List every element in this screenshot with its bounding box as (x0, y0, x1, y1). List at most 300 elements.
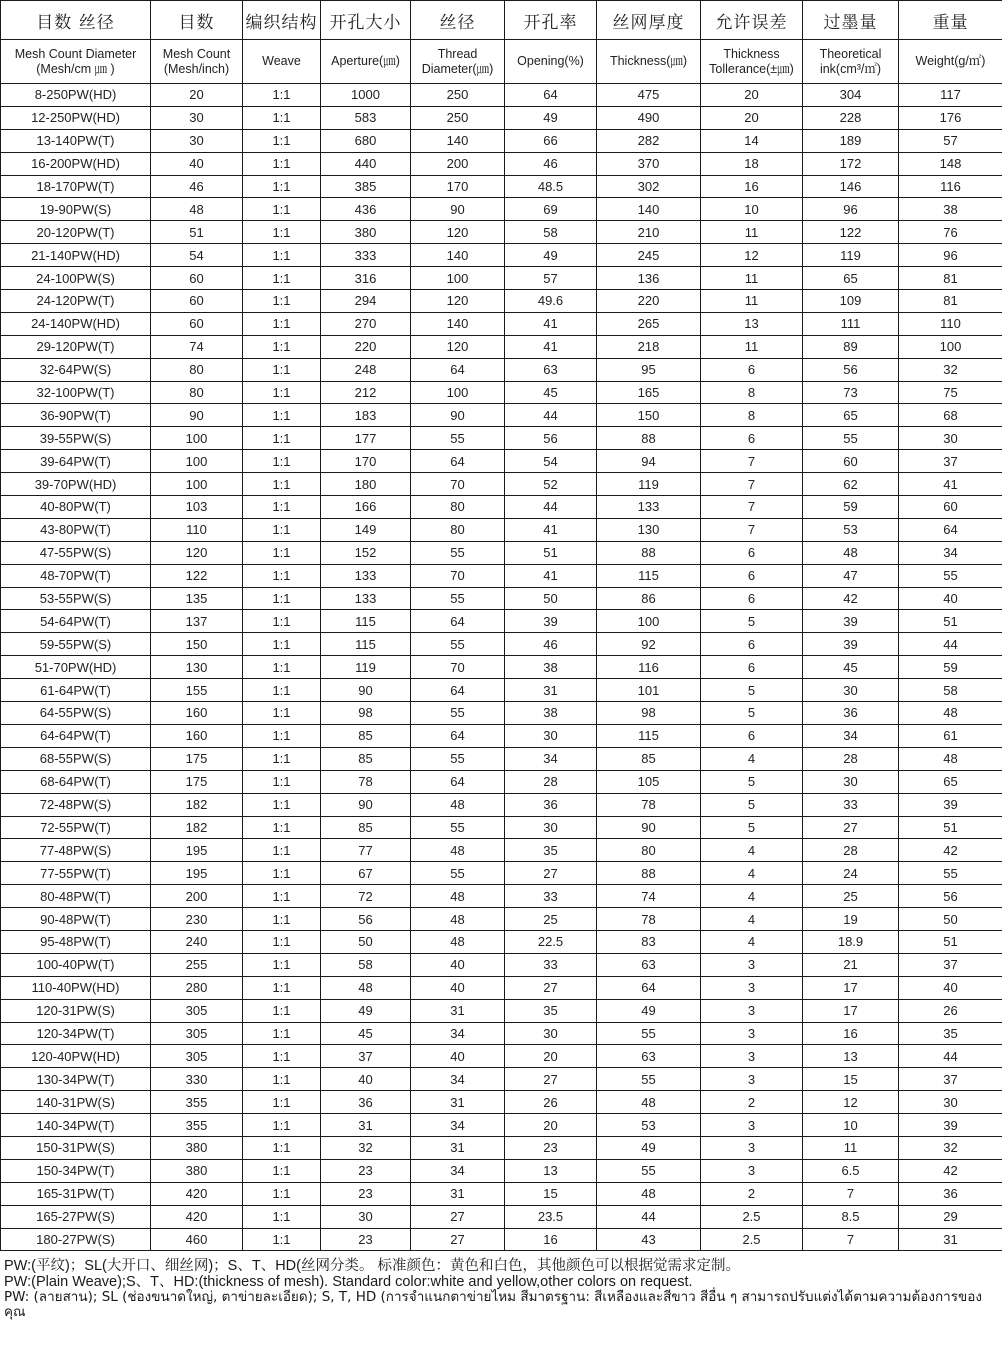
cell-aperture: 23 (321, 1182, 411, 1205)
cell-opening: 33 (505, 885, 597, 908)
cell-ink: 17 (803, 976, 899, 999)
cell-thread-diameter: 31 (411, 1091, 505, 1114)
cell-weave: 1:1 (243, 335, 321, 358)
cell-opening: 27 (505, 976, 597, 999)
cell-opening: 41 (505, 335, 597, 358)
cell-weight: 75 (899, 381, 1002, 404)
cell-weight: 32 (899, 358, 1002, 381)
cell-weave: 1:1 (243, 1045, 321, 1068)
header-en-weave: Weave (243, 40, 321, 84)
cell-mesh-diameter: 8-250PW(HD) (1, 84, 151, 107)
cell-mesh-diameter: 61-64PW(T) (1, 679, 151, 702)
table-row (1, 953, 1002, 976)
cell-weight: 40 (899, 976, 1002, 999)
cell-aperture: 294 (321, 290, 411, 313)
cell-opening: 31 (505, 679, 597, 702)
cell-weave: 1:1 (243, 953, 321, 976)
cell-ink: 122 (803, 221, 899, 244)
cell-mesh-diameter: 59-55PW(S) (1, 633, 151, 656)
cell-mesh-diameter: 51-70PW(HD) (1, 656, 151, 679)
cell-weave: 1:1 (243, 816, 321, 839)
cell-aperture: 133 (321, 587, 411, 610)
cell-thread-diameter: 34 (411, 1159, 505, 1182)
cell-tolerance: 4 (701, 885, 803, 908)
cell-tolerance: 11 (701, 335, 803, 358)
cell-opening: 27 (505, 862, 597, 885)
cell-aperture: 58 (321, 953, 411, 976)
cell-ink: 53 (803, 518, 899, 541)
cell-ink: 33 (803, 793, 899, 816)
cell-opening: 30 (505, 724, 597, 747)
cell-thickness: 115 (597, 724, 701, 747)
cell-opening: 52 (505, 473, 597, 496)
cell-mesh-diameter: 80-48PW(T) (1, 885, 151, 908)
cell-thickness: 49 (597, 999, 701, 1022)
cell-mesh-diameter: 130-34PW(T) (1, 1068, 151, 1091)
header-en-mesh-diameter: Mesh Count Diameter (Mesh/cm ㎛ ) (1, 40, 151, 84)
cell-weight: 44 (899, 1045, 1002, 1068)
cell-ink: 11 (803, 1136, 899, 1159)
cell-opening: 13 (505, 1159, 597, 1182)
cell-weave: 1:1 (243, 862, 321, 885)
cell-opening: 54 (505, 450, 597, 473)
cell-ink: 39 (803, 610, 899, 633)
cell-thickness: 140 (597, 198, 701, 221)
cell-opening: 38 (505, 656, 597, 679)
header-en-opening: Opening(%) (505, 40, 597, 84)
cell-tolerance: 6 (701, 656, 803, 679)
cell-aperture: 248 (321, 358, 411, 381)
table-row (1, 427, 1002, 450)
table-row (1, 885, 1002, 908)
cell-weight: 26 (899, 999, 1002, 1022)
cell-thickness: 282 (597, 129, 701, 152)
cell-mesh-count: 280 (151, 976, 243, 999)
footnote-thai: PW: (ลายสาน); SL (ช่องขนาดใหญ่, ตาข่ายละเอียด); S, T, HD (การจำแนกตาข่ายไหม สีมาตรฐาน: สีเหลืองและสีขาว สีอื่น ๆ สามารถปรับแต่งได้ตามความต้องการของคุณ (4, 1289, 982, 1320)
cell-mesh-diameter: 68-64PW(T) (1, 770, 151, 793)
cell-weave: 1:1 (243, 610, 321, 633)
cell-aperture: 115 (321, 610, 411, 633)
cell-aperture: 85 (321, 747, 411, 770)
cell-opening: 69 (505, 198, 597, 221)
cell-thickness: 100 (597, 610, 701, 633)
cell-mesh-count: 46 (151, 175, 243, 198)
cell-weave: 1:1 (243, 999, 321, 1022)
cell-weight: 29 (899, 1205, 1002, 1228)
cell-ink: 12 (803, 1091, 899, 1114)
cell-weave: 1:1 (243, 221, 321, 244)
cell-thickness: 210 (597, 221, 701, 244)
table-row (1, 793, 1002, 816)
table-row (1, 496, 1002, 519)
cell-tolerance: 16 (701, 175, 803, 198)
cell-tolerance: 4 (701, 862, 803, 885)
cell-thread-diameter: 40 (411, 953, 505, 976)
cell-thread-diameter: 90 (411, 404, 505, 427)
cell-thickness: 150 (597, 404, 701, 427)
cell-tolerance: 3 (701, 1114, 803, 1137)
cell-tolerance: 11 (701, 290, 803, 313)
cell-mesh-diameter: 72-48PW(S) (1, 793, 151, 816)
cell-aperture: 183 (321, 404, 411, 427)
cell-thread-diameter: 64 (411, 770, 505, 793)
cell-mesh-diameter: 32-100PW(T) (1, 381, 151, 404)
cell-mesh-count: 155 (151, 679, 243, 702)
cell-weight: 41 (899, 473, 1002, 496)
cell-thread-diameter: 64 (411, 610, 505, 633)
cell-opening: 51 (505, 541, 597, 564)
table-row (1, 1114, 1002, 1137)
cell-thread-diameter: 80 (411, 496, 505, 519)
cell-opening: 45 (505, 381, 597, 404)
cell-thickness: 95 (597, 358, 701, 381)
cell-opening: 41 (505, 518, 597, 541)
cell-mesh-count: 175 (151, 770, 243, 793)
cell-mesh-diameter: 120-40PW(HD) (1, 1045, 151, 1068)
cell-mesh-count: 120 (151, 541, 243, 564)
cell-weave: 1:1 (243, 908, 321, 931)
cell-mesh-diameter: 150-31PW(S) (1, 1136, 151, 1159)
cell-opening: 50 (505, 587, 597, 610)
table-row (1, 724, 1002, 747)
cell-mesh-diameter: 64-55PW(S) (1, 702, 151, 725)
cell-aperture: 436 (321, 198, 411, 221)
cell-weave: 1:1 (243, 1159, 321, 1182)
cell-aperture: 30 (321, 1205, 411, 1228)
cell-ink: 34 (803, 724, 899, 747)
cell-thickness: 136 (597, 267, 701, 290)
cell-weight: 81 (899, 290, 1002, 313)
cell-opening: 22.5 (505, 930, 597, 953)
cell-weight: 35 (899, 1022, 1002, 1045)
cell-mesh-diameter: 64-64PW(T) (1, 724, 151, 747)
cell-aperture: 45 (321, 1022, 411, 1045)
cell-weight: 42 (899, 1159, 1002, 1182)
cell-mesh-count: 122 (151, 564, 243, 587)
cell-opening: 41 (505, 564, 597, 587)
cell-ink: 65 (803, 404, 899, 427)
cell-tolerance: 3 (701, 953, 803, 976)
table-row (1, 1205, 1002, 1228)
cell-tolerance: 6 (701, 724, 803, 747)
cell-weight: 31 (899, 1228, 1002, 1251)
cell-ink: 25 (803, 885, 899, 908)
cell-mesh-count: 110 (151, 518, 243, 541)
cell-thickness: 165 (597, 381, 701, 404)
cell-weave: 1:1 (243, 1228, 321, 1251)
table-row (1, 702, 1002, 725)
cell-thickness: 88 (597, 541, 701, 564)
cell-opening: 63 (505, 358, 597, 381)
cell-mesh-count: 90 (151, 404, 243, 427)
header-en-ink: Theoretical ink(cm³/㎡) (803, 40, 899, 84)
cell-thread-diameter: 70 (411, 656, 505, 679)
cell-thread-diameter: 55 (411, 541, 505, 564)
cell-weight: 65 (899, 770, 1002, 793)
cell-tolerance: 3 (701, 1045, 803, 1068)
cell-ink: 39 (803, 633, 899, 656)
table-row (1, 518, 1002, 541)
cell-mesh-count: 30 (151, 106, 243, 129)
cell-tolerance: 11 (701, 221, 803, 244)
header-cn-tolerance: 允许误差 (701, 1, 803, 40)
table-row (1, 1045, 1002, 1068)
cell-thread-diameter: 90 (411, 198, 505, 221)
cell-thickness: 302 (597, 175, 701, 198)
cell-aperture: 270 (321, 312, 411, 335)
cell-mesh-diameter: 68-55PW(S) (1, 747, 151, 770)
table-row (1, 1182, 1002, 1205)
cell-aperture: 48 (321, 976, 411, 999)
cell-thread-diameter: 55 (411, 816, 505, 839)
cell-tolerance: 3 (701, 999, 803, 1022)
cell-aperture: 36 (321, 1091, 411, 1114)
cell-weight: 42 (899, 839, 1002, 862)
cell-mesh-diameter: 36-90PW(T) (1, 404, 151, 427)
cell-aperture: 380 (321, 221, 411, 244)
cell-weight: 117 (899, 84, 1002, 107)
cell-tolerance: 4 (701, 839, 803, 862)
table-row (1, 1136, 1002, 1159)
cell-weave: 1:1 (243, 770, 321, 793)
cell-aperture: 37 (321, 1045, 411, 1068)
cell-thread-diameter: 140 (411, 129, 505, 152)
cell-mesh-diameter: 29-120PW(T) (1, 335, 151, 358)
cell-tolerance: 5 (701, 610, 803, 633)
cell-mesh-diameter: 140-31PW(S) (1, 1091, 151, 1114)
cell-weave: 1:1 (243, 267, 321, 290)
cell-ink: 73 (803, 381, 899, 404)
cell-tolerance: 6 (701, 427, 803, 450)
table-body (1, 84, 1002, 1251)
cell-opening: 23 (505, 1136, 597, 1159)
cell-ink: 228 (803, 106, 899, 129)
cell-mesh-diameter: 19-90PW(S) (1, 198, 151, 221)
header-row-english (1, 40, 1002, 84)
table-row (1, 839, 1002, 862)
cell-ink: 62 (803, 473, 899, 496)
cell-mesh-diameter: 13-140PW(T) (1, 129, 151, 152)
cell-weight: 96 (899, 244, 1002, 267)
cell-tolerance: 6 (701, 541, 803, 564)
cell-opening: 41 (505, 312, 597, 335)
cell-weight: 58 (899, 679, 1002, 702)
cell-ink: 172 (803, 152, 899, 175)
cell-aperture: 50 (321, 930, 411, 953)
cell-mesh-count: 240 (151, 930, 243, 953)
cell-weight: 32 (899, 1136, 1002, 1159)
cell-ink: 28 (803, 747, 899, 770)
table-row (1, 312, 1002, 335)
cell-mesh-diameter: 16-200PW(HD) (1, 152, 151, 175)
cell-mesh-count: 182 (151, 816, 243, 839)
cell-ink: 42 (803, 587, 899, 610)
table-row (1, 1022, 1002, 1045)
cell-weight: 110 (899, 312, 1002, 335)
cell-weave: 1:1 (243, 976, 321, 999)
cell-thickness: 90 (597, 816, 701, 839)
cell-thickness: 44 (597, 1205, 701, 1228)
cell-mesh-count: 60 (151, 312, 243, 335)
cell-tolerance: 10 (701, 198, 803, 221)
table-row (1, 633, 1002, 656)
cell-weave: 1:1 (243, 106, 321, 129)
cell-ink: 30 (803, 679, 899, 702)
cell-ink: 27 (803, 816, 899, 839)
cell-tolerance: 6 (701, 587, 803, 610)
cell-aperture: 77 (321, 839, 411, 862)
cell-aperture: 152 (321, 541, 411, 564)
cell-thickness: 74 (597, 885, 701, 908)
cell-weight: 38 (899, 198, 1002, 221)
cell-mesh-diameter: 39-55PW(S) (1, 427, 151, 450)
cell-opening: 44 (505, 496, 597, 519)
cell-weight: 30 (899, 427, 1002, 450)
cell-tolerance: 6 (701, 633, 803, 656)
cell-tolerance: 7 (701, 450, 803, 473)
cell-weight: 51 (899, 610, 1002, 633)
cell-tolerance: 3 (701, 1159, 803, 1182)
cell-weight: 76 (899, 221, 1002, 244)
cell-weave: 1:1 (243, 541, 321, 564)
cell-weight: 48 (899, 702, 1002, 725)
cell-tolerance: 7 (701, 496, 803, 519)
cell-opening: 49 (505, 244, 597, 267)
cell-aperture: 133 (321, 564, 411, 587)
cell-weight: 81 (899, 267, 1002, 290)
cell-tolerance: 2 (701, 1182, 803, 1205)
cell-mesh-count: 420 (151, 1182, 243, 1205)
cell-thread-diameter: 120 (411, 221, 505, 244)
cell-mesh-count: 200 (151, 885, 243, 908)
cell-thread-diameter: 80 (411, 518, 505, 541)
cell-ink: 96 (803, 198, 899, 221)
cell-thickness: 55 (597, 1022, 701, 1045)
cell-mesh-diameter: 90-48PW(T) (1, 908, 151, 931)
cell-weight: 55 (899, 564, 1002, 587)
cell-aperture: 72 (321, 885, 411, 908)
table-row (1, 587, 1002, 610)
cell-tolerance: 2.5 (701, 1205, 803, 1228)
cell-mesh-diameter: 120-34PW(T) (1, 1022, 151, 1045)
cell-mesh-diameter: 110-40PW(HD) (1, 976, 151, 999)
cell-opening: 35 (505, 839, 597, 862)
cell-tolerance: 13 (701, 312, 803, 335)
cell-mesh-diameter: 40-80PW(T) (1, 496, 151, 519)
cell-ink: 55 (803, 427, 899, 450)
header-cn-aperture: 开孔大小 (321, 1, 411, 40)
cell-mesh-diameter: 24-100PW(S) (1, 267, 151, 290)
cell-weave: 1:1 (243, 1136, 321, 1159)
header-cn-mesh-diameter: 目数 丝径 (1, 1, 151, 40)
cell-thread-diameter: 70 (411, 473, 505, 496)
cell-aperture: 440 (321, 152, 411, 175)
cell-weave: 1:1 (243, 702, 321, 725)
cell-mesh-count: 100 (151, 473, 243, 496)
cell-mesh-count: 230 (151, 908, 243, 931)
header-en-thickness: Thickness(㎛) (597, 40, 701, 84)
cell-opening: 36 (505, 793, 597, 816)
cell-aperture: 49 (321, 999, 411, 1022)
cell-thickness: 80 (597, 839, 701, 862)
cell-mesh-diameter: 165-31PW(T) (1, 1182, 151, 1205)
cell-ink: 56 (803, 358, 899, 381)
cell-ink: 304 (803, 84, 899, 107)
cell-opening: 33 (505, 953, 597, 976)
cell-thread-diameter: 64 (411, 679, 505, 702)
cell-weave: 1:1 (243, 473, 321, 496)
cell-weight: 39 (899, 793, 1002, 816)
cell-thread-diameter: 31 (411, 1182, 505, 1205)
cell-aperture: 333 (321, 244, 411, 267)
cell-thickness: 92 (597, 633, 701, 656)
cell-weight: 148 (899, 152, 1002, 175)
cell-thread-diameter: 40 (411, 1045, 505, 1068)
cell-aperture: 177 (321, 427, 411, 450)
cell-opening: 44 (505, 404, 597, 427)
cell-mesh-count: 330 (151, 1068, 243, 1091)
cell-opening: 16 (505, 1228, 597, 1251)
cell-weight: 100 (899, 335, 1002, 358)
cell-thread-diameter: 64 (411, 358, 505, 381)
cell-ink: 109 (803, 290, 899, 313)
cell-weave: 1:1 (243, 793, 321, 816)
table-row (1, 999, 1002, 1022)
cell-opening: 34 (505, 747, 597, 770)
table-row (1, 84, 1002, 107)
cell-mesh-count: 355 (151, 1114, 243, 1137)
table-row (1, 290, 1002, 313)
cell-mesh-count: 54 (151, 244, 243, 267)
cell-aperture: 85 (321, 816, 411, 839)
cell-thread-diameter: 34 (411, 1114, 505, 1137)
cell-ink: 59 (803, 496, 899, 519)
cell-ink: 10 (803, 1114, 899, 1137)
cell-weight: 56 (899, 885, 1002, 908)
table-row (1, 541, 1002, 564)
cell-opening: 46 (505, 152, 597, 175)
cell-weave: 1:1 (243, 930, 321, 953)
header-cn-ink: 过墨量 (803, 1, 899, 40)
cell-weave: 1:1 (243, 381, 321, 404)
cell-weave: 1:1 (243, 358, 321, 381)
cell-aperture: 56 (321, 908, 411, 931)
cell-opening: 57 (505, 267, 597, 290)
cell-opening: 30 (505, 816, 597, 839)
header-cn-thread-diameter: 丝径 (411, 1, 505, 40)
cell-thread-diameter: 200 (411, 152, 505, 175)
table-row (1, 770, 1002, 793)
cell-opening: 48.5 (505, 175, 597, 198)
cell-opening: 39 (505, 610, 597, 633)
cell-weave: 1:1 (243, 129, 321, 152)
cell-weave: 1:1 (243, 747, 321, 770)
cell-thread-diameter: 27 (411, 1228, 505, 1251)
cell-mesh-count: 80 (151, 358, 243, 381)
cell-thread-diameter: 48 (411, 839, 505, 862)
cell-weave: 1:1 (243, 84, 321, 107)
cell-thickness: 86 (597, 587, 701, 610)
cell-thread-diameter: 120 (411, 335, 505, 358)
table-row (1, 244, 1002, 267)
cell-mesh-count: 420 (151, 1205, 243, 1228)
cell-aperture: 220 (321, 335, 411, 358)
cell-thickness: 94 (597, 450, 701, 473)
cell-aperture: 32 (321, 1136, 411, 1159)
cell-weight: 39 (899, 1114, 1002, 1137)
cell-ink: 21 (803, 953, 899, 976)
cell-weave: 1:1 (243, 518, 321, 541)
